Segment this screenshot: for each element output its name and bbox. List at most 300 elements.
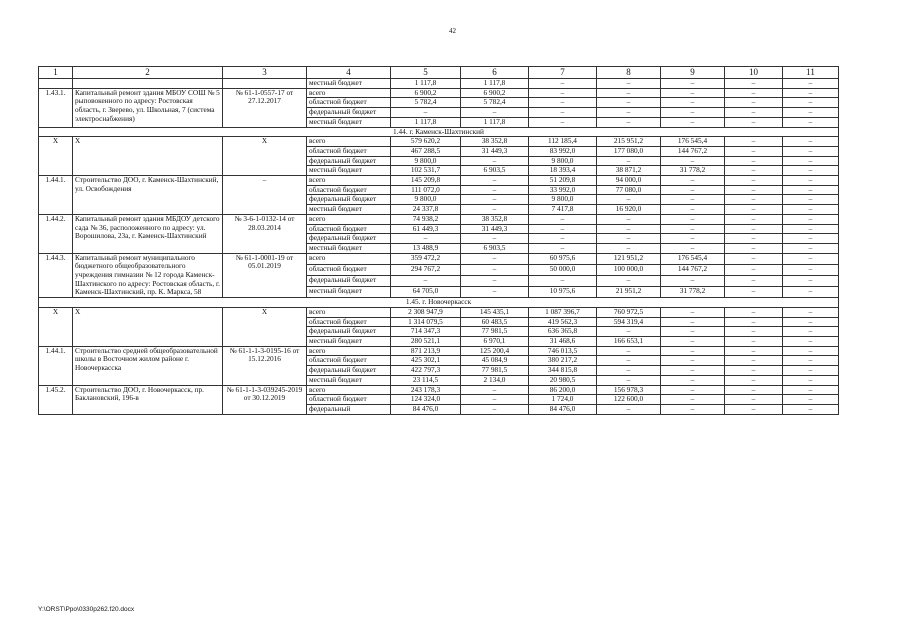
amount-cell: 111 072,0 (391, 185, 461, 195)
budget-source: всего (307, 385, 391, 395)
budget-source: местный бюджет (307, 336, 391, 346)
item-name: Х (73, 307, 223, 346)
amount-cell: – (725, 195, 783, 205)
amount-cell: 144 767,2 (661, 146, 725, 156)
column-header: 10 (725, 67, 783, 79)
amount-cell: – (783, 79, 839, 89)
doc-number: № 61-1-1-3-0195-16 от 15.12.2016 (223, 346, 307, 385)
amount-cell: – (461, 395, 529, 405)
amount-cell: 18 393,4 (529, 166, 597, 176)
budget-source: федеральный бюджет (307, 234, 391, 244)
amount-cell: – (661, 356, 725, 366)
column-header: 3 (223, 67, 307, 79)
item-number: 1.44.1. (39, 346, 73, 385)
amount-cell: 38 352,8 (461, 137, 529, 147)
amount-cell: – (461, 253, 529, 264)
column-header: 7 (529, 67, 597, 79)
amount-cell: 31 449,3 (461, 146, 529, 156)
doc-number: Х (223, 137, 307, 176)
amount-cell: – (725, 214, 783, 224)
amount-cell: – (461, 205, 529, 215)
doc-number: № 61-1-0557-17 от 27.12.2017 (223, 88, 307, 127)
budget-source: областной бюджет (307, 224, 391, 234)
amount-cell: – (725, 185, 783, 195)
amount-cell: – (661, 395, 725, 405)
item-number: Х (39, 307, 73, 346)
amount-cell: – (529, 214, 597, 224)
amount-cell: – (597, 346, 661, 356)
table-row (39, 253, 839, 264)
amount-cell: 6 903,5 (461, 243, 529, 253)
amount-cell: – (783, 366, 839, 376)
amount-cell: 38 871,2 (597, 166, 661, 176)
amount-cell: – (725, 366, 783, 376)
doc-number: № 3-6-1-0132-14 от 28.03.2014 (223, 214, 307, 253)
budget-source: всего (307, 137, 391, 147)
amount-cell: 84 476,0 (391, 404, 461, 414)
amount-cell: 121 951,2 (597, 253, 661, 264)
amount-cell: – (661, 176, 725, 186)
amount-cell: – (661, 366, 725, 376)
amount-cell: – (597, 224, 661, 234)
section-title: 1.44. г. Каменск-Шахтинский (39, 127, 839, 137)
amount-cell: – (461, 234, 529, 244)
amount-cell: – (783, 117, 839, 127)
amount-cell: – (661, 243, 725, 253)
item-name: Капитальный ремонт муниципального бюджетного общеобразовательного учреждения гимназии № 12 города Каменск-Шахтинского по адресу: Ростовская область, г. Каменск-Шахтинский, пр. К. Маркса, 58 (73, 253, 223, 298)
amount-cell: 77 981,5 (461, 366, 529, 376)
amount-cell: – (725, 205, 783, 215)
amount-cell: – (725, 253, 783, 264)
amount-cell: 23 114,5 (391, 375, 461, 385)
budget-source: федеральный бюджет (307, 366, 391, 376)
section-row (39, 298, 839, 308)
amount-cell: 20 980,5 (529, 375, 597, 385)
amount-cell: – (597, 117, 661, 127)
item-name: Строительство ДОО, г. Новочеркасск, пр. Баклановский, 196-в (73, 385, 223, 414)
amount-cell: – (597, 156, 661, 166)
amount-cell: – (725, 264, 783, 275)
amount-cell: – (783, 166, 839, 176)
header-row (39, 67, 839, 79)
amount-cell: 24 337,8 (391, 205, 461, 215)
amount-cell: – (661, 88, 725, 98)
budget-source: местный бюджет (307, 243, 391, 253)
amount-cell: – (725, 375, 783, 385)
amount-cell: 86 200,0 (529, 385, 597, 395)
amount-cell: – (725, 307, 783, 317)
amount-cell: – (529, 243, 597, 253)
amount-cell: – (529, 117, 597, 127)
column-header: 5 (391, 67, 461, 79)
amount-cell: – (783, 234, 839, 244)
budget-source: местный бюджет (307, 375, 391, 385)
amount-cell: – (597, 234, 661, 244)
amount-cell: 31 449,3 (461, 224, 529, 234)
amount-cell: – (461, 385, 529, 395)
table-row (39, 307, 839, 317)
amount-cell: 145 435,1 (461, 307, 529, 317)
amount-cell: – (725, 327, 783, 337)
budget-source: местный бюджет (307, 166, 391, 176)
item-name: Капитальный ремонт здания МБДОУ детского сада № 36, расположенного по адресу: ул. Ворошилова, 23а, г. Каменск-Шахтинский (73, 214, 223, 253)
amount-cell: 77 080,0 (597, 185, 661, 195)
amount-cell: 77 981,5 (461, 327, 529, 337)
amount-cell: 16 920,0 (597, 205, 661, 215)
amount-cell: 122 600,0 (597, 395, 661, 405)
amount-cell: – (783, 346, 839, 356)
amount-cell: 714 347,3 (391, 327, 461, 337)
budget-source: всего (307, 253, 391, 264)
amount-cell: 112 185,4 (529, 137, 597, 147)
amount-cell: 2 134,0 (461, 375, 529, 385)
amount-cell: 425 302,1 (391, 356, 461, 366)
amount-cell: 124 324,0 (391, 395, 461, 405)
amount-cell: 156 978,3 (597, 385, 661, 395)
amount-cell: 636 365,8 (529, 327, 597, 337)
amount-cell: 31 778,2 (661, 287, 725, 298)
amount-cell: – (529, 79, 597, 89)
amount-cell: – (461, 176, 529, 186)
amount-cell: – (783, 404, 839, 414)
amount-cell: 243 178,3 (391, 385, 461, 395)
amount-cell: 144 767,2 (661, 264, 725, 275)
budget-source: федеральный (307, 404, 391, 414)
amount-cell: 5 782,4 (461, 98, 529, 108)
amount-cell: 74 938,2 (391, 214, 461, 224)
amount-cell: – (461, 264, 529, 275)
amount-cell: 61 449,3 (391, 224, 461, 234)
amount-cell: – (783, 146, 839, 156)
amount-cell: – (661, 307, 725, 317)
amount-cell: 176 545,4 (661, 137, 725, 147)
amount-cell: 60 975,6 (529, 253, 597, 264)
amount-cell: 1 087 396,7 (529, 307, 597, 317)
amount-cell: – (783, 275, 839, 286)
item-name: Строительство средней общеобразовательной школы в Восточном жилом районе г. Новочеркасска (73, 346, 223, 385)
amount-cell: – (725, 336, 783, 346)
amount-cell: – (597, 108, 661, 118)
budget-source: всего (307, 307, 391, 317)
amount-cell: 9 800,0 (529, 156, 597, 166)
amount-cell: – (725, 404, 783, 414)
amount-cell: – (661, 79, 725, 89)
amount-cell: 579 620,2 (391, 137, 461, 147)
column-header: 6 (461, 67, 529, 79)
amount-cell: – (783, 88, 839, 98)
amount-cell: – (783, 98, 839, 108)
amount-cell: 31 778,2 (661, 166, 725, 176)
amount-cell: 176 545,4 (661, 253, 725, 264)
amount-cell: 31 468,6 (529, 336, 597, 346)
amount-cell: – (529, 98, 597, 108)
amount-cell: – (661, 98, 725, 108)
amount-cell: – (725, 346, 783, 356)
item-name: Х (73, 137, 223, 176)
table-row (39, 346, 839, 356)
amount-cell: – (783, 264, 839, 275)
doc-number: № 61-1-1-3-039245-2019 от 30.12.2019 (223, 385, 307, 414)
amount-cell: – (783, 156, 839, 166)
amount-cell: – (461, 185, 529, 195)
amount-cell: – (597, 275, 661, 286)
amount-cell: 50 000,0 (529, 264, 597, 275)
amount-cell: – (725, 137, 783, 147)
amount-cell: – (661, 185, 725, 195)
amount-cell: – (783, 317, 839, 327)
amount-cell: 1 117,8 (391, 79, 461, 89)
amount-cell: 871 213,9 (391, 346, 461, 356)
budget-source: областной бюджет (307, 317, 391, 327)
amount-cell: – (461, 156, 529, 166)
table-row (39, 385, 839, 395)
amount-cell: 64 705,0 (391, 287, 461, 298)
amount-cell: – (783, 253, 839, 264)
amount-cell: – (597, 366, 661, 376)
budget-source: федеральный бюджет (307, 327, 391, 337)
amount-cell: – (661, 404, 725, 414)
amount-cell: – (597, 195, 661, 205)
amount-cell: – (783, 195, 839, 205)
doc-number (223, 79, 307, 89)
table-row (39, 176, 839, 186)
amount-cell: – (461, 195, 529, 205)
amount-cell: – (529, 224, 597, 234)
amount-cell: – (661, 156, 725, 166)
amount-cell: – (597, 404, 661, 414)
amount-cell: – (783, 287, 839, 298)
item-number: 1.43.1. (39, 88, 73, 127)
amount-cell: – (661, 275, 725, 286)
amount-cell: 94 000,0 (597, 176, 661, 186)
amount-cell: 13 488,9 (391, 243, 461, 253)
amount-cell: 746 013,5 (529, 346, 597, 356)
amount-cell: – (783, 336, 839, 346)
section-row (39, 127, 839, 137)
amount-cell: – (725, 243, 783, 253)
amount-cell: 60 483,5 (461, 317, 529, 327)
amount-cell: – (725, 117, 783, 127)
item-number: 1.45.2. (39, 385, 73, 414)
table-row (39, 88, 839, 98)
amount-cell: – (661, 375, 725, 385)
doc-number: № 61-1-0001-19 от 05.01.2019 (223, 253, 307, 298)
amount-cell: 6 903,5 (461, 166, 529, 176)
budget-source: местный бюджет (307, 287, 391, 298)
table-row (39, 137, 839, 147)
amount-cell: 38 352,8 (461, 214, 529, 224)
budget-source: областной бюджет (307, 395, 391, 405)
item-name (73, 79, 223, 89)
amount-cell: 6 900,2 (391, 88, 461, 98)
amount-cell: – (597, 214, 661, 224)
budget-source: местный бюджет (307, 205, 391, 215)
amount-cell: – (597, 98, 661, 108)
amount-cell: 21 951,2 (597, 287, 661, 298)
amount-cell: 1 117,8 (391, 117, 461, 127)
budget-source: областной бюджет (307, 356, 391, 366)
amount-cell: 100 000,0 (597, 264, 661, 275)
amount-cell: – (783, 395, 839, 405)
budget-source: областной бюджет (307, 264, 391, 275)
amount-cell: – (661, 117, 725, 127)
amount-cell: 51 209,8 (529, 176, 597, 186)
amount-cell: – (661, 195, 725, 205)
amount-cell: 10 975,6 (529, 287, 597, 298)
amount-cell: – (725, 287, 783, 298)
amount-cell: – (661, 336, 725, 346)
amount-cell: – (725, 79, 783, 89)
item-number: 1.44.3. (39, 253, 73, 298)
item-number: 1.44.1. (39, 176, 73, 215)
amount-cell: – (529, 234, 597, 244)
amount-cell: – (661, 317, 725, 327)
budget-source: местный бюджет (307, 117, 391, 127)
amount-cell: – (597, 243, 661, 253)
amount-cell: 760 972,5 (597, 307, 661, 317)
amount-cell: 1 724,0 (529, 395, 597, 405)
amount-cell: – (725, 146, 783, 156)
amount-cell: – (725, 234, 783, 244)
amount-cell: 6 970,1 (461, 336, 529, 346)
amount-cell: 6 900,2 (461, 88, 529, 98)
amount-cell: – (391, 108, 461, 118)
amount-cell: – (529, 275, 597, 286)
column-header: 9 (661, 67, 725, 79)
amount-cell: 7 417,8 (529, 205, 597, 215)
amount-cell: – (783, 137, 839, 147)
amount-cell: – (661, 214, 725, 224)
amount-cell: 422 797,3 (391, 366, 461, 376)
column-header: 2 (73, 67, 223, 79)
budget-source: областной бюджет (307, 146, 391, 156)
amount-cell: – (661, 108, 725, 118)
column-header: 8 (597, 67, 661, 79)
amount-cell: – (529, 88, 597, 98)
budget-source: федеральный бюджет (307, 156, 391, 166)
amount-cell: – (391, 234, 461, 244)
amount-cell: – (661, 385, 725, 395)
budget-table (38, 66, 839, 415)
budget-source: федеральный бюджет (307, 108, 391, 118)
amount-cell: 1 117,8 (461, 117, 529, 127)
column-header: 11 (783, 67, 839, 79)
amount-cell: – (661, 234, 725, 244)
amount-cell: – (725, 224, 783, 234)
amount-cell: – (783, 375, 839, 385)
amount-cell: – (597, 79, 661, 89)
amount-cell: – (725, 98, 783, 108)
budget-source: местный бюджет (307, 79, 391, 89)
amount-cell: 280 521,1 (391, 336, 461, 346)
amount-cell: 102 531,7 (391, 166, 461, 176)
amount-cell: – (597, 327, 661, 337)
amount-cell: 380 217,2 (529, 356, 597, 366)
amount-cell: – (661, 346, 725, 356)
amount-cell: 215 951,2 (597, 137, 661, 147)
page-number: 42 (449, 27, 456, 35)
budget-source: областной бюджет (307, 185, 391, 195)
amount-cell: 33 992,0 (529, 185, 597, 195)
amount-cell: 45 084,9 (461, 356, 529, 366)
amount-cell: – (461, 108, 529, 118)
amount-cell: 294 767,2 (391, 264, 461, 275)
item-number: Х (39, 137, 73, 176)
budget-source: всего (307, 88, 391, 98)
table-row (39, 79, 839, 89)
amount-cell: 9 800,0 (391, 195, 461, 205)
amount-cell: – (725, 156, 783, 166)
amount-cell: – (597, 356, 661, 366)
amount-cell: 2 308 947,9 (391, 307, 461, 317)
amount-cell: 177 080,0 (597, 146, 661, 156)
amount-cell: 125 200,4 (461, 346, 529, 356)
table-row (39, 214, 839, 224)
amount-cell: – (597, 88, 661, 98)
amount-cell: – (783, 385, 839, 395)
amount-cell: 84 476,0 (529, 404, 597, 414)
amount-cell: – (783, 356, 839, 366)
amount-cell: – (783, 176, 839, 186)
amount-cell: – (661, 205, 725, 215)
amount-cell: – (529, 108, 597, 118)
amount-cell: 5 782,4 (391, 98, 461, 108)
amount-cell: 359 472,2 (391, 253, 461, 264)
amount-cell: – (661, 224, 725, 234)
amount-cell: – (783, 243, 839, 253)
budget-source: всего (307, 346, 391, 356)
doc-number: – (223, 176, 307, 215)
column-header: 1 (39, 67, 73, 79)
table-body (39, 67, 839, 415)
amount-cell: – (461, 275, 529, 286)
budget-source: областной бюджет (307, 98, 391, 108)
amount-cell: – (783, 327, 839, 337)
file-path-footer: Y:\ORST\Ppo\0330p262.f20.docx (38, 606, 135, 613)
column-header: 4 (307, 67, 391, 79)
amount-cell: 1 117,8 (461, 79, 529, 89)
budget-source: всего (307, 176, 391, 186)
amount-cell: – (725, 176, 783, 186)
section-title: 1.45. г. Новочеркасск (39, 298, 839, 308)
item-number (39, 79, 73, 89)
amount-cell: – (725, 356, 783, 366)
amount-cell: – (783, 214, 839, 224)
item-name: Капитальный ремонт здания МБОУ СОШ № 5 рыповокенного по адресу: Ростовская область, г. Зверево, ул. Школьная, 7 (система электроснабжения) (73, 88, 223, 127)
amount-cell: – (783, 185, 839, 195)
amount-cell: – (597, 375, 661, 385)
amount-cell: – (725, 275, 783, 286)
amount-cell: – (725, 166, 783, 176)
amount-cell: 145 209,8 (391, 176, 461, 186)
amount-cell: – (725, 108, 783, 118)
amount-cell: – (725, 395, 783, 405)
amount-cell: 419 562,3 (529, 317, 597, 327)
amount-cell: 9 800,0 (529, 195, 597, 205)
amount-cell: – (783, 307, 839, 317)
amount-cell: 83 992,0 (529, 146, 597, 156)
amount-cell: – (661, 327, 725, 337)
amount-cell: 166 653,1 (597, 336, 661, 346)
amount-cell: – (783, 224, 839, 234)
item-number: 1.44.2. (39, 214, 73, 253)
amount-cell: 467 288,5 (391, 146, 461, 156)
amount-cell: – (461, 404, 529, 414)
doc-number: Х (223, 307, 307, 346)
budget-source: федеральный бюджет (307, 275, 391, 286)
amount-cell: 9 800,0 (391, 156, 461, 166)
amount-cell: – (783, 205, 839, 215)
